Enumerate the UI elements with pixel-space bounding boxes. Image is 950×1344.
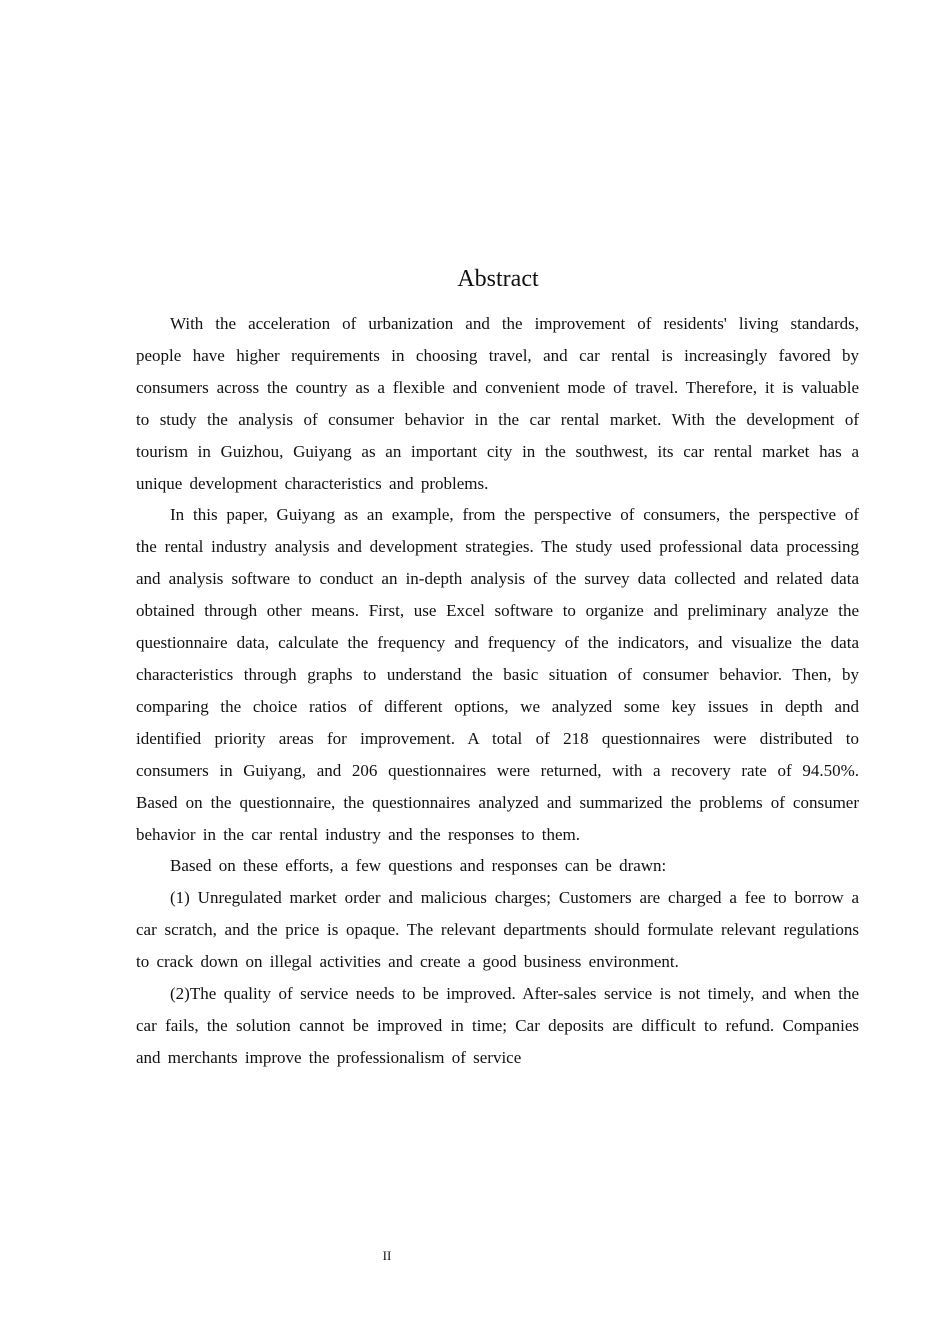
page-number: II	[382, 1248, 392, 1263]
paragraph-findings-lead: Based on these efforts, a few questions and responses can be drawn:	[170, 856, 667, 876]
paragraph-method: In this paper, Guiyang as an example, from the perspective of consumers, the perspective of the rental industry analysis and development strategies. The study used professional data processing and analysis software to conduct an in-depth analysis of the survey data collected and related data obtained through other means. First, use Excel software to organize and preliminary analyze the questionnaire data, calculate the frequency and frequency of the indicators, and visualize the data characteristics through graphs to understand the basic situation of consumer behavior. Then, by comparing the choice ratios of different options, we analyzed some key issues in depth and identified priority areas for improvement. A total of 218 questionnaires were distributed to consumers in Guiyang, and 206 questionnaires were returned, with a recovery rate of 94.50%. Based on the questionnaire, the questionnaires analyzed and summarized the problems of consumer behavior in the car rental industry and the responses to them.	[136, 505, 859, 844]
paragraph-finding-2: (2)The quality of service needs to be improved. After-sales service is not timely, and when the car fails, the solution cannot be improved in time; Car deposits are difficult to refund. Companies and merchants improve the professionalism of service	[136, 984, 859, 1067]
abstract-title: Abstract	[457, 266, 539, 292]
paragraph-intro: With the acceleration of urbanization and the improvement of residents' living standards, people have higher requirements in choosing travel, and car rental is increasingly favored by consumers across the country as a flexible and convenient mode of travel. Therefore, it is valuable to study the analysis of consumer behavior in the car rental market. With the development of tourism in Guizhou, Guiyang as an important city in the southwest, its car rental market has a unique development characteristics and problems.	[136, 314, 859, 493]
abstract-body	[136, 308, 859, 1074]
paragraph-finding-1: (1) Unregulated market order and malicious charges; Customers are charged a fee to borrow a car scratch, and the price is opaque. The relevant departments should formulate relevant regulations to crack down on illegal activities and create a good business environment.	[136, 888, 859, 972]
